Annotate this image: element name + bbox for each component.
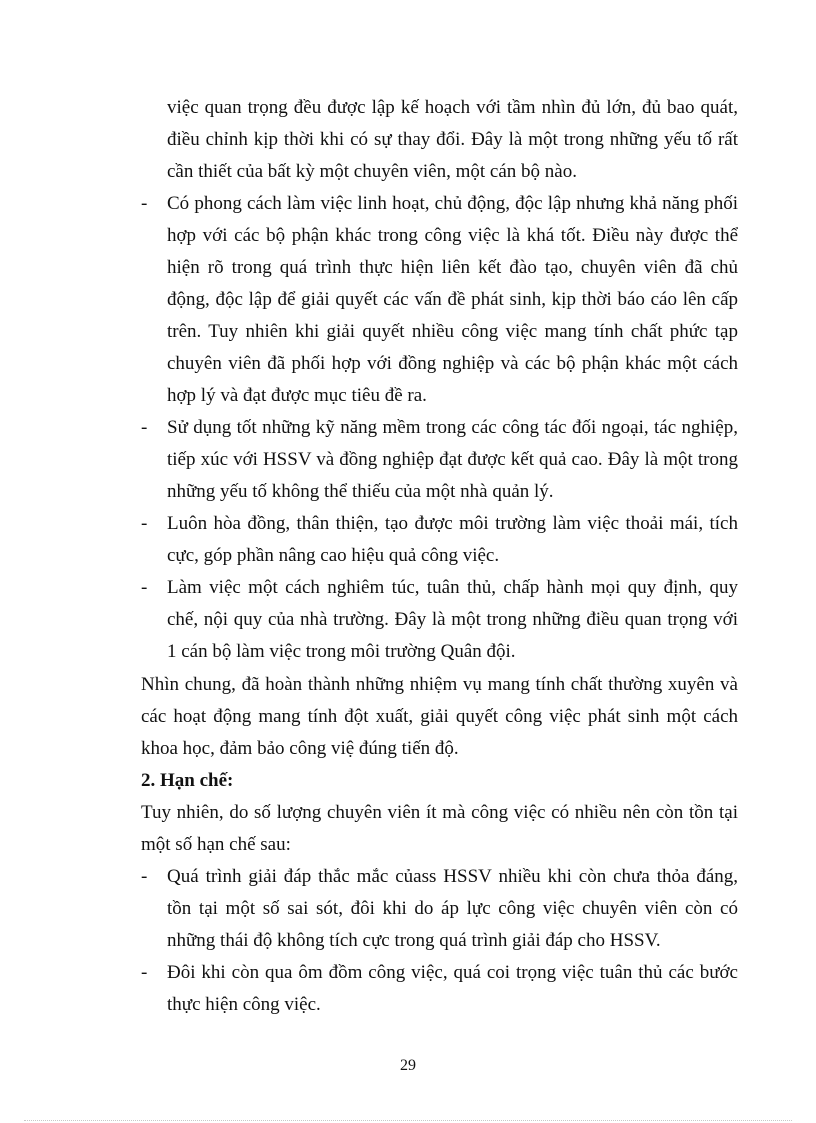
text-line: tồn tại một số sai sót, đôi khi do áp lực công việc chuyên viên còn có [167,898,738,919]
text-line: hợp với các bộ phận khác trong công việc là khá tốt. Điều này được thể [167,225,738,246]
text-line: 1 cán bộ làm việc trong môi trường Quân đội. [167,641,516,662]
text-line: Có phong cách làm việc linh hoạt, chủ động, độc lập nhưng khả năng phối [167,193,738,214]
page-number: 29 [400,1057,416,1074]
section-heading: 2. Hạn chế: [141,770,234,791]
text-line: Nhìn chung, đã hoàn thành những nhiệm vụ mang tính chất thường xuyên và [141,674,738,695]
bullet-dash: - [141,193,148,214]
text-line: tiếp xúc với HSSV và đồng nghiệp đạt được kết quả cao. Đây là một trong [167,449,738,470]
text-line: trên. Tuy nhiên khi giải quyết nhiều công việc mang tính chất phức tạp [167,321,738,342]
text-line: những yếu tố không thể thiếu của một nhà quản lý. [167,481,554,502]
text-line: Tuy nhiên, do số lượng chuyên viên ít mà công việc có nhiều nên còn tồn tại [141,802,738,823]
bullet-dash: - [141,866,148,887]
text-line: điều chỉnh kịp thời khi có sự thay đổi. Đây là một trong những yếu tố rất [167,129,738,150]
text-line: động, độc lập để giải quyết các vấn đề phát sinh, kịp thời báo cáo lên cấp [167,289,738,310]
page-bottom-divider [24,1120,792,1121]
text-line: Làm việc một cách nghiêm túc, tuân thủ, chấp hành mọi quy định, quy [167,577,738,598]
text-line: các hoạt động mang tính đột xuất, giải quyết công việc phát sinh một cách [141,706,738,727]
text-line: một số hạn chế sau: [141,834,291,855]
text-line: Luôn hòa đồng, thân thiện, tạo được môi trường làm việc thoải mái, tích [167,513,738,534]
bullet-dash: - [141,577,148,598]
text-line: những thái độ không tích cực trong quá trình giải đáp cho HSSV. [167,930,661,951]
text-line: hợp lý và đạt được mục tiêu đề ra. [167,385,427,406]
text-line: thực hiện công việc. [167,994,321,1015]
bullet-dash: - [141,962,148,983]
text-line: Đôi khi còn qua ôm đồm công việc, quá coi trọng việc tuân thủ các bước [167,962,738,983]
bullet-dash: - [141,417,148,438]
text-line: việc quan trọng đều được lập kế hoạch với tầm nhìn đủ lớn, đủ bao quát, [167,97,738,118]
text-line: hiện rõ trong quá trình thực hiện liên kết đào tạo, chuyên viên đã chủ [167,257,738,278]
text-line: khoa học, đảm bảo công việ đúng tiến độ. [141,738,459,759]
text-line: cực, góp phần nâng cao hiệu quả công việc. [167,545,500,566]
text-line: Sử dụng tốt những kỹ năng mềm trong các công tác đối ngoại, tác nghiệp, [167,417,738,438]
text-line: cần thiết của bất kỳ một chuyên viên, một cán bộ nào. [167,161,577,182]
text-line: chế, nội quy của nhà trường. Đây là một trong những điều quan trọng với [167,609,738,630]
bullet-dash: - [141,513,148,534]
text-line: chuyên viên đã phối hợp với đồng nghiệp và các bộ phận khác một cách [167,353,738,374]
text-line: Quá trình giải đáp thắc mắc củass HSSV nhiều khi còn chưa thỏa đáng, [167,866,738,887]
